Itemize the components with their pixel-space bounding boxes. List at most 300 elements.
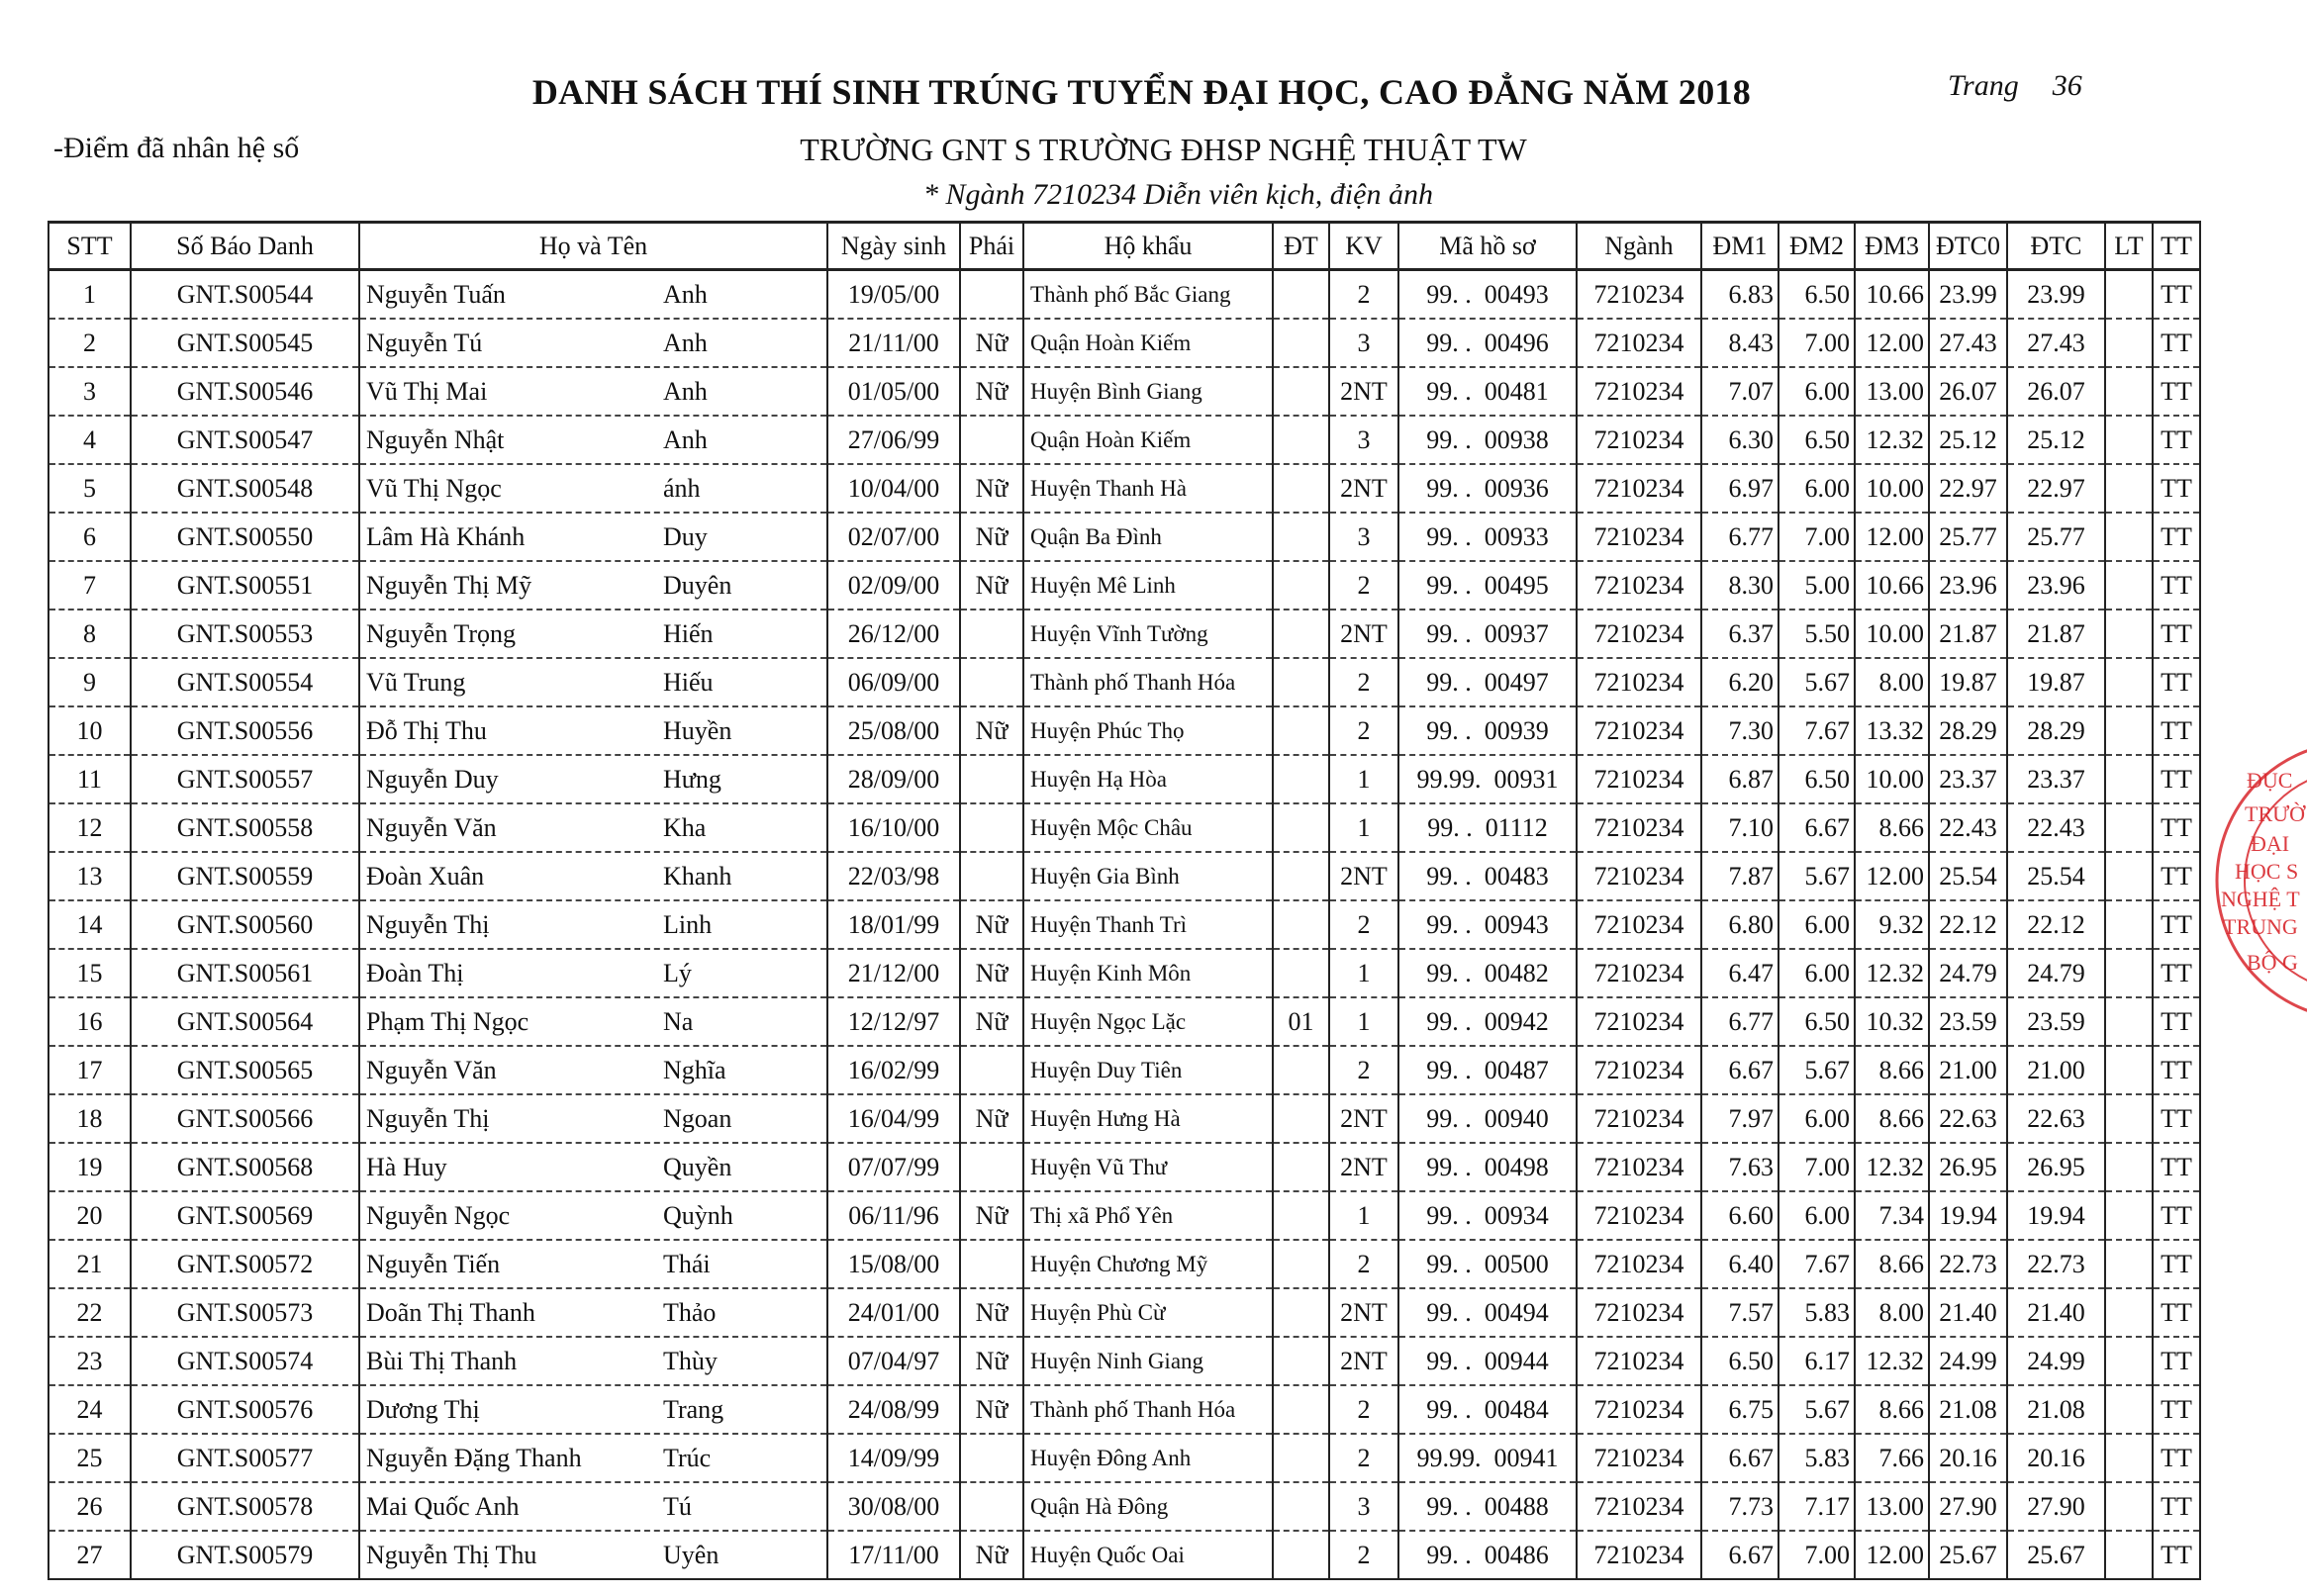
cell-full-name [359,464,827,513]
cell-major-code: 7210234 [1577,900,1701,949]
cell-dm3: 12.00 [1855,513,1929,561]
cell-stt: 2 [48,319,131,367]
cell-gender [960,658,1023,706]
cell-dob: 06/09/00 [827,658,960,706]
cell-full-name [359,1094,827,1143]
major-name: * Ngành 7210234 Diễn viên kịch, điện ảnh [923,178,1433,211]
table-row [48,852,2200,900]
cell-stt: 27 [48,1531,131,1579]
cell-dtc0: 23.99 [1929,270,2007,320]
family-middle-name: Nguyễn Nhật [366,424,505,454]
table-row [48,1094,2200,1143]
cell-kv: 3 [1329,513,1398,561]
column-header: ĐTC0 [1929,223,2007,270]
cell-kv: 3 [1329,1482,1398,1531]
family-middle-name: Nguyễn Văn [366,812,497,842]
table-row [48,367,2200,416]
cell-dm2: 6.17 [1778,1337,1855,1385]
cell-kv: 1 [1329,997,1398,1046]
cell-dm2: 5.00 [1778,561,1855,610]
cell-full-name [359,1143,827,1191]
table-row [48,1385,2200,1434]
cell-dob: 28/09/00 [827,755,960,803]
cell-sbd: GNT.S00556 [131,706,359,755]
cell-stt: 18 [48,1094,131,1143]
cell-file-code: 99. . 00940 [1398,1094,1577,1143]
family-middle-name: Nguyễn Đặng Thanh [366,1443,582,1472]
table-row [48,319,2200,367]
cell-stt: 12 [48,803,131,852]
cell-lt [2105,1094,2153,1143]
cell-dm3: 8.66 [1855,1046,1929,1094]
cell-dm2: 5.67 [1778,658,1855,706]
cell-dob: 07/07/99 [827,1143,960,1191]
cell-dtc0: 27.43 [1929,319,2007,367]
cell-dm2: 7.17 [1778,1482,1855,1531]
cell-file-code: 99. . 00943 [1398,900,1577,949]
family-middle-name: Bùi Thị Thanh [366,1346,518,1375]
cell-gender [960,610,1023,658]
cell-dtc: 21.08 [2007,1385,2105,1434]
cell-dtc0: 19.87 [1929,658,2007,706]
cell-dm2: 6.00 [1778,1191,1855,1240]
cell-lt [2105,706,2153,755]
cell-dtc0: 25.77 [1929,513,2007,561]
cell-dob: 02/07/00 [827,513,960,561]
cell-gender [960,755,1023,803]
table-row [48,1337,2200,1385]
family-middle-name: Nguyễn Văn [366,1055,497,1084]
cell-tt: TT [2153,319,2200,367]
cell-tt: TT [2153,949,2200,997]
cell-kv: 2 [1329,1046,1398,1094]
cell-file-code: 99. . 00483 [1398,852,1577,900]
cell-tt: TT [2153,1434,2200,1482]
cell-stt: 9 [48,658,131,706]
cell-gender: Nữ [960,997,1023,1046]
cell-dm3: 12.00 [1855,1531,1929,1579]
cell-file-code: 99. . 00942 [1398,997,1577,1046]
given-name: Thảo [663,1297,717,1327]
cell-dt [1273,319,1329,367]
cell-dob: 12/12/97 [827,997,960,1046]
table-row [48,1240,2200,1288]
cell-kv: 3 [1329,416,1398,464]
cell-full-name [359,1482,827,1531]
family-middle-name: Nguyễn Duy [366,764,499,794]
cell-tt: TT [2153,270,2200,320]
table-row [48,949,2200,997]
cell-sbd: GNT.S00557 [131,755,359,803]
cell-full-name [359,949,827,997]
table-row [48,513,2200,561]
cell-dtc0: 25.67 [1929,1531,2007,1579]
cell-kv: 2NT [1329,464,1398,513]
cell-gender: Nữ [960,513,1023,561]
cell-major-code: 7210234 [1577,319,1701,367]
cell-kv: 2NT [1329,367,1398,416]
column-header: LT [2105,223,2153,270]
cell-file-code: 99. . 00495 [1398,561,1577,610]
cell-dm2: 7.67 [1778,1240,1855,1288]
cell-dt [1273,1482,1329,1531]
cell-sbd: GNT.S00545 [131,319,359,367]
cell-dm3: 9.32 [1855,900,1929,949]
table-row [48,561,2200,610]
cell-kv: 1 [1329,949,1398,997]
cell-dm2: 5.67 [1778,852,1855,900]
cell-residence: Huyện Phúc Thọ [1023,706,1273,755]
cell-residence: Quận Hoàn Kiếm [1023,416,1273,464]
cell-dob: 18/01/99 [827,900,960,949]
cell-full-name [359,755,827,803]
cell-full-name [359,1288,827,1337]
cell-sbd: GNT.S00554 [131,658,359,706]
cell-major-code: 7210234 [1577,1531,1701,1579]
cell-file-code: 99. . 00494 [1398,1288,1577,1337]
cell-file-code: 99. . 00488 [1398,1482,1577,1531]
cell-residence: Quận Hoàn Kiếm [1023,319,1273,367]
cell-dt: 01 [1273,997,1329,1046]
cell-major-code: 7210234 [1577,1482,1701,1531]
cell-dtc: 22.97 [2007,464,2105,513]
family-middle-name: Nguyễn Thị [366,1103,490,1133]
svg-text:TRƯỜ: TRƯỜ [2245,801,2306,826]
cell-tt: TT [2153,1288,2200,1337]
cell-gender: Nữ [960,561,1023,610]
cell-dtc: 25.77 [2007,513,2105,561]
column-header: ĐM1 [1701,223,1778,270]
cell-dm2: 7.00 [1778,1531,1855,1579]
cell-dtc: 23.96 [2007,561,2105,610]
cell-major-code: 7210234 [1577,513,1701,561]
cell-lt [2105,1240,2153,1288]
given-name: Kha [663,812,707,842]
cell-dtc: 19.87 [2007,658,2105,706]
cell-dm2: 6.67 [1778,803,1855,852]
cell-tt: TT [2153,1337,2200,1385]
cell-dm1: 7.87 [1701,852,1778,900]
cell-dtc0: 22.63 [1929,1094,2007,1143]
cell-dtc0: 26.95 [1929,1143,2007,1191]
cell-stt: 24 [48,1385,131,1434]
cell-full-name [359,1191,827,1240]
cell-gender: Nữ [960,367,1023,416]
cell-dm1: 6.67 [1701,1531,1778,1579]
cell-sbd: GNT.S00569 [131,1191,359,1240]
family-middle-name: Nguyễn Ngọc [366,1200,511,1230]
cell-dt [1273,1337,1329,1385]
page-indicator [1948,69,2082,103]
cell-file-code: 99.99. 00931 [1398,755,1577,803]
cell-major-code: 7210234 [1577,1094,1701,1143]
cell-dt [1273,561,1329,610]
cell-major-code: 7210234 [1577,658,1701,706]
cell-dtc: 21.87 [2007,610,2105,658]
cell-residence: Huyện Gia Bình [1023,852,1273,900]
cell-kv: 2 [1329,1531,1398,1579]
cell-residence: Huyện Vũ Thư [1023,1143,1273,1191]
table-header [48,223,2200,270]
cell-dtc: 20.16 [2007,1434,2105,1482]
cell-sbd: GNT.S00544 [131,270,359,320]
table-row [48,464,2200,513]
cell-kv: 3 [1329,319,1398,367]
given-name: Huyền [663,715,732,745]
cell-dtc: 23.59 [2007,997,2105,1046]
cell-dt [1273,1191,1329,1240]
cell-file-code: 99. . 00496 [1398,319,1577,367]
cell-dob: 21/12/00 [827,949,960,997]
cell-residence: Huyện Kinh Môn [1023,949,1273,997]
cell-gender: Nữ [960,1191,1023,1240]
cell-dm3: 13.00 [1855,1482,1929,1531]
cell-file-code: 99. . 00938 [1398,416,1577,464]
cell-dm1: 6.67 [1701,1046,1778,1094]
cell-kv: 2NT [1329,610,1398,658]
cell-lt [2105,997,2153,1046]
cell-dm2: 7.67 [1778,706,1855,755]
table-row [48,1434,2200,1482]
cell-lt [2105,755,2153,803]
cell-file-code: 99. . 00939 [1398,706,1577,755]
cell-dm2: 6.00 [1778,949,1855,997]
cell-dtc: 25.54 [2007,852,2105,900]
cell-kv: 2 [1329,900,1398,949]
cell-gender: Nữ [960,1288,1023,1337]
cell-major-code: 7210234 [1577,1191,1701,1240]
cell-dm1: 6.40 [1701,1240,1778,1288]
cell-file-code: 99. . 00500 [1398,1240,1577,1288]
cell-dob: 25/08/00 [827,706,960,755]
cell-major-code: 7210234 [1577,416,1701,464]
cell-dob: 27/06/99 [827,416,960,464]
cell-major-code: 7210234 [1577,706,1701,755]
cell-dm1: 7.30 [1701,706,1778,755]
cell-file-code: 99. . 00933 [1398,513,1577,561]
cell-sbd: GNT.S00564 [131,997,359,1046]
cell-dm2: 6.00 [1778,367,1855,416]
cell-dm1: 7.73 [1701,1482,1778,1531]
cell-dtc: 21.00 [2007,1046,2105,1094]
cell-dob: 07/04/97 [827,1337,960,1385]
cell-dt [1273,852,1329,900]
cell-gender: Nữ [960,1385,1023,1434]
cell-dm3: 10.66 [1855,561,1929,610]
cell-dm3: 12.32 [1855,1337,1929,1385]
page-label: Trang [1948,69,2019,102]
cell-stt: 17 [48,1046,131,1094]
table-row [48,1191,2200,1240]
cell-gender [960,852,1023,900]
cell-residence: Thành phố Thanh Hóa [1023,1385,1273,1434]
cell-dm1: 8.30 [1701,561,1778,610]
cell-tt: TT [2153,1094,2200,1143]
cell-dtc: 22.63 [2007,1094,2105,1143]
cell-dm3: 7.66 [1855,1434,1929,1482]
cell-kv: 2 [1329,1240,1398,1288]
cell-lt [2105,1337,2153,1385]
cell-tt: TT [2153,706,2200,755]
svg-text:HỌC S: HỌC S [2235,859,2299,884]
cell-dm1: 6.50 [1701,1337,1778,1385]
cell-dm3: 8.00 [1855,1288,1929,1337]
cell-lt [2105,949,2153,997]
table-row [48,270,2200,320]
cell-full-name [359,1046,827,1094]
cell-dtc: 25.12 [2007,416,2105,464]
cell-residence: Huyện Quốc Oai [1023,1531,1273,1579]
cell-dob: 26/12/00 [827,610,960,658]
cell-stt: 23 [48,1337,131,1385]
cell-dm1: 6.83 [1701,270,1778,320]
cell-file-code: 99.99. 00941 [1398,1434,1577,1482]
cell-lt [2105,416,2153,464]
cell-dm2: 7.00 [1778,513,1855,561]
cell-dtc0: 27.90 [1929,1482,2007,1531]
cell-full-name [359,270,827,320]
cell-dtc: 21.40 [2007,1288,2105,1337]
cell-dtc0: 19.94 [1929,1191,2007,1240]
cell-residence: Huyện Thanh Hà [1023,464,1273,513]
cell-stt: 3 [48,367,131,416]
cell-dtc0: 22.73 [1929,1240,2007,1288]
cell-dm1: 7.10 [1701,803,1778,852]
cell-kv: 2NT [1329,852,1398,900]
cell-major-code: 7210234 [1577,1337,1701,1385]
family-middle-name: Dương Thị [366,1394,480,1424]
cell-dtc: 22.12 [2007,900,2105,949]
cell-dm1: 6.77 [1701,513,1778,561]
cell-dtc0: 23.37 [1929,755,2007,803]
cell-dm1: 7.97 [1701,1094,1778,1143]
cell-sbd: GNT.S00561 [131,949,359,997]
cell-dm1: 6.87 [1701,755,1778,803]
svg-text:ĐẠI: ĐẠI [2251,831,2290,856]
cell-dm1: 7.07 [1701,367,1778,416]
cell-dm3: 12.32 [1855,416,1929,464]
cell-file-code: 99. . 00936 [1398,464,1577,513]
given-name: Ngoan [663,1103,732,1133]
cell-dm2: 5.67 [1778,1385,1855,1434]
table-row [48,1531,2200,1579]
cell-residence: Thành phố Thanh Hóa [1023,658,1273,706]
page-number: 36 [2052,69,2082,102]
cell-lt [2105,1288,2153,1337]
cell-dtc0: 23.96 [1929,561,2007,610]
cell-dm1: 7.57 [1701,1288,1778,1337]
svg-text:BỘ G: BỘ G [2247,950,2298,975]
cell-residence: Huyện Mộc Châu [1023,803,1273,852]
cell-dm2: 6.50 [1778,270,1855,320]
cell-dtc: 22.73 [2007,1240,2105,1288]
cell-file-code: 99. . 00497 [1398,658,1577,706]
cell-residence: Huyện Thanh Trì [1023,900,1273,949]
cell-dm3: 8.66 [1855,803,1929,852]
cell-gender [960,1046,1023,1094]
cell-tt: TT [2153,1143,2200,1191]
family-middle-name: Vũ Trung [366,667,466,697]
cell-stt: 8 [48,610,131,658]
cell-stt: 19 [48,1143,131,1191]
cell-tt: TT [2153,1482,2200,1531]
cell-tt: TT [2153,513,2200,561]
cell-dm3: 10.32 [1855,997,1929,1046]
svg-text:TRUNG: TRUNG [2223,914,2298,939]
cell-file-code: 99. . 00944 [1398,1337,1577,1385]
cell-kv: 2 [1329,561,1398,610]
cell-sbd: GNT.S00547 [131,416,359,464]
cell-major-code: 7210234 [1577,367,1701,416]
family-middle-name: Nguyễn Thị [366,909,490,939]
cell-major-code: 7210234 [1577,803,1701,852]
column-header: Ngày sinh [827,223,960,270]
cell-residence: Quận Ba Đình [1023,513,1273,561]
cell-kv: 1 [1329,755,1398,803]
given-name: Anh [663,279,708,309]
cell-dtc0: 21.87 [1929,610,2007,658]
family-middle-name: Nguyễn Thị Mỹ [366,570,532,600]
cell-major-code: 7210234 [1577,755,1701,803]
column-header: Phái [960,223,1023,270]
cell-dm3: 12.00 [1855,319,1929,367]
family-middle-name: Vũ Thị Mai [366,376,488,406]
cell-stt: 10 [48,706,131,755]
cell-gender: Nữ [960,319,1023,367]
given-name: Hiến [663,618,714,648]
family-middle-name: Nguyễn Tiến [366,1249,501,1278]
cell-dm1: 6.67 [1701,1434,1778,1482]
cell-full-name [359,706,827,755]
cell-stt: 7 [48,561,131,610]
cell-kv: 2 [1329,1385,1398,1434]
given-name: Anh [663,328,708,357]
given-name: ánh [663,473,701,503]
cell-gender: Nữ [960,1531,1023,1579]
table-row [48,755,2200,803]
cell-dtc: 26.95 [2007,1143,2105,1191]
given-name: Linh [663,909,713,939]
cell-stt: 14 [48,900,131,949]
cell-residence: Huyện Ngọc Lặc [1023,997,1273,1046]
table-row [48,1046,2200,1094]
cell-dt [1273,706,1329,755]
cell-lt [2105,1191,2153,1240]
cell-lt [2105,1385,2153,1434]
column-header: ĐM3 [1855,223,1929,270]
cell-dm3: 8.00 [1855,658,1929,706]
cell-dtc0: 20.16 [1929,1434,2007,1482]
cell-major-code: 7210234 [1577,997,1701,1046]
cell-dm3: 8.66 [1855,1240,1929,1288]
cell-file-code: 99. . 01112 [1398,803,1577,852]
table-row [48,416,2200,464]
cell-lt [2105,1434,2153,1482]
cell-stt: 6 [48,513,131,561]
cell-tt: TT [2153,1385,2200,1434]
cell-lt [2105,803,2153,852]
given-name: Anh [663,424,708,454]
cell-file-code: 99. . 00498 [1398,1143,1577,1191]
column-header: Ngành [1577,223,1701,270]
cell-sbd: GNT.S00579 [131,1531,359,1579]
cell-gender [960,1434,1023,1482]
cell-kv: 2 [1329,270,1398,320]
cell-sbd: GNT.S00550 [131,513,359,561]
cell-dtc: 23.37 [2007,755,2105,803]
cell-residence: Huyện Duy Tiên [1023,1046,1273,1094]
cell-kv: 2NT [1329,1288,1398,1337]
